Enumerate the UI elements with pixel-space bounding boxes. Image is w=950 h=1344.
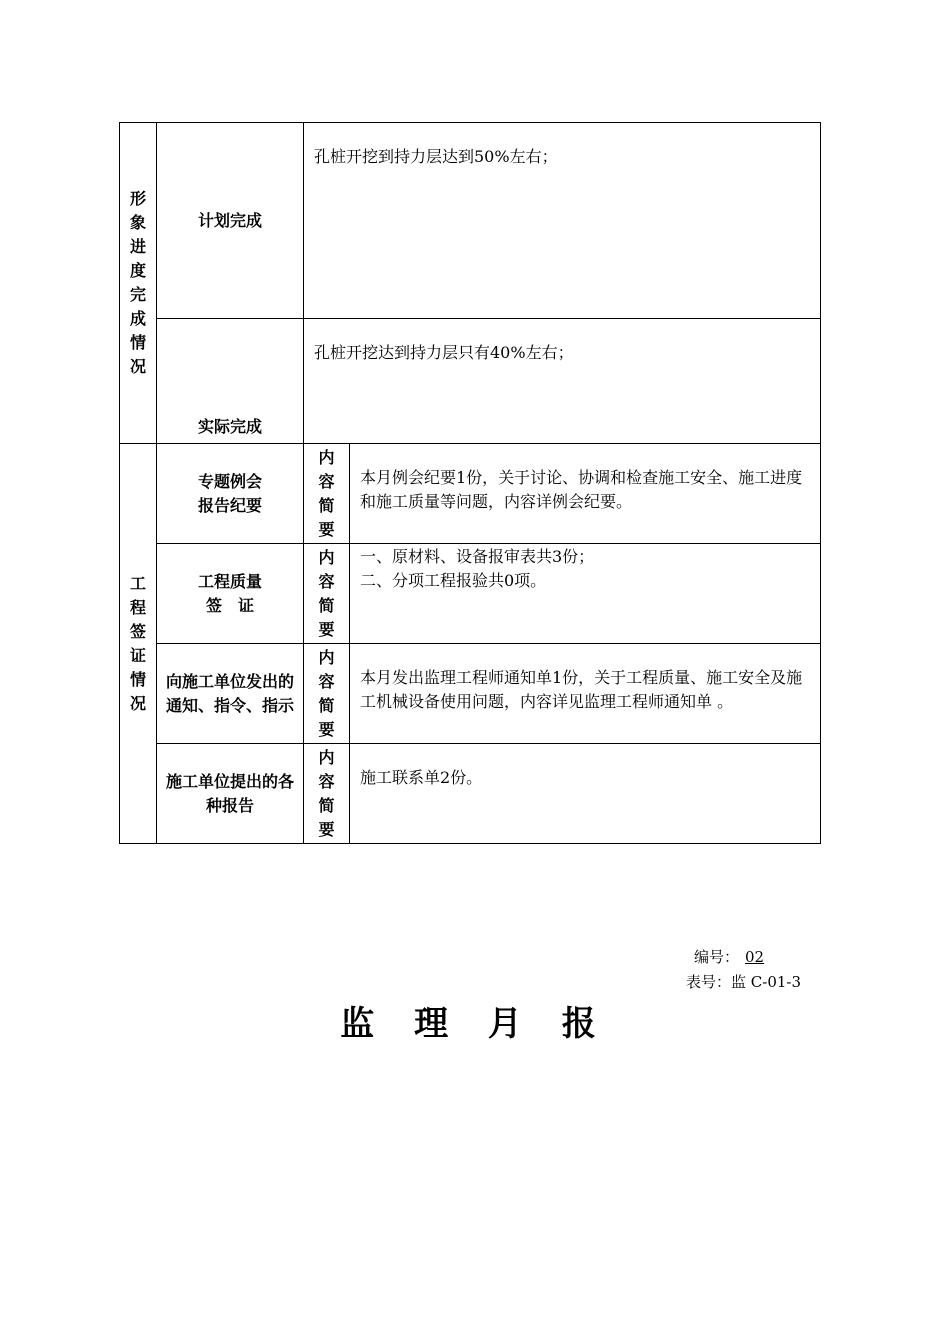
summary-label: 内容简要 [318, 447, 335, 539]
summary-label: 内容简要 [318, 747, 335, 839]
planned-row [120, 123, 821, 319]
actual-label: 实际完成 [157, 319, 304, 444]
monthly-report-table [119, 122, 821, 844]
visa-row-content: 本月例会纪要1份，关于讨论、协调和检查施工安全、施工进度和施工质量等问题，内容详例会纪要。 [350, 444, 821, 544]
visa-row-notices [120, 644, 821, 744]
document-number-value: 02 [745, 948, 765, 966]
visa-row-label: 工程质量 签 证 [157, 544, 304, 644]
planned-content: 孔桩开挖到持力层达到50%左右； [304, 123, 821, 319]
progress-section-label: 形象进度完成情况 [130, 189, 147, 376]
visa-section-label-cell [120, 444, 157, 844]
visa-row-content: 本月发出监理工程师通知单1份，关于工程质量、施工安全及施工机械设备使用问题，内容详见监理工程师通知单 。 [350, 644, 821, 744]
document-number-label: 编号： [694, 948, 740, 966]
actual-row [120, 319, 821, 444]
summary-label-cell [304, 544, 350, 644]
visa-row-label: 向施工单位发出的通知、指令、指示 [157, 644, 304, 744]
summary-label: 内容简要 [318, 547, 335, 639]
visa-section-label: 工程签证情况 [130, 573, 147, 713]
summary-label-cell [304, 444, 350, 544]
summary-label: 内容简要 [318, 647, 335, 739]
visa-row-reports [120, 744, 821, 844]
visa-row-content: 一、原材料、设备报审表共3份； 二、分项工程报验共0项。 [350, 544, 821, 644]
planned-label: 计划完成 [157, 123, 304, 319]
actual-content: 孔桩开挖达到持力层只有40%左右； [304, 319, 821, 444]
visa-row-label: 施工单位提出的各种报告 [157, 744, 304, 844]
visa-row-label: 专题例会 报告纪要 [157, 444, 304, 544]
summary-label-cell [304, 644, 350, 744]
visa-row-meeting [120, 444, 821, 544]
report-title: 监 理 月 报 [340, 1004, 610, 1044]
summary-label-cell [304, 744, 350, 844]
visa-row-content: 施工联系单2份。 [350, 744, 821, 844]
progress-section-label-cell [120, 123, 157, 444]
document-number [694, 946, 764, 967]
visa-row-quality [120, 544, 821, 644]
form-number: 表号：监 C-01-3 [686, 973, 802, 991]
